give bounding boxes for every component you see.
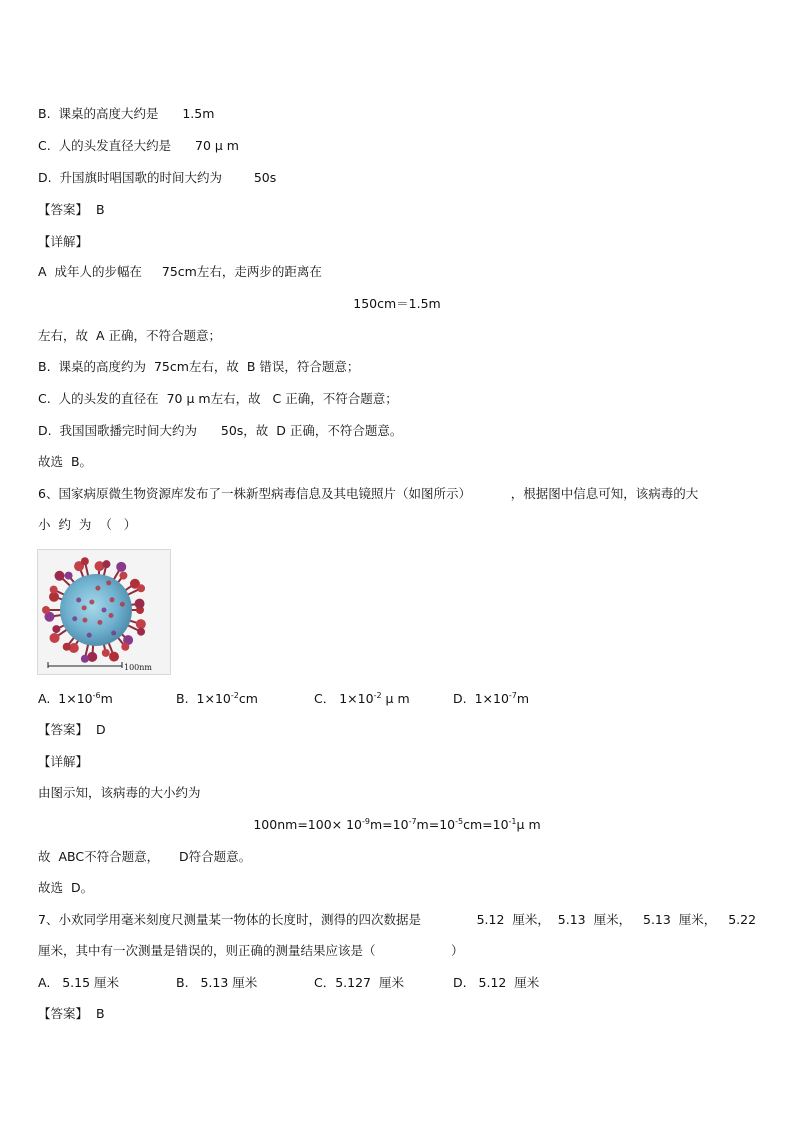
answer-label: 【答案】 xyxy=(38,202,89,217)
q6-option-a: A. $1\times 10^{-6}m$ xyxy=(38,691,113,706)
q6-option-b: B. $1\times 10^{-2}cm$ xyxy=(176,691,258,706)
answer-label: 【答案】 xyxy=(38,722,89,737)
q5-explain-b: B. 课桌的高度约为 75cm左右，故 B 错误，符合题意； xyxy=(38,359,360,374)
virus-spike-head xyxy=(121,643,129,651)
virus-surface-dot xyxy=(102,608,107,613)
virus-spike-head xyxy=(52,625,60,633)
q5-explain-a2: 左右，故 A 正确，不符合题意； xyxy=(38,328,221,343)
q6-explain-result: 故 ABC不符合题意， D符合题意。 xyxy=(38,849,252,864)
q5-explain-d: D. 我国国歌播完时间大约为 50s，故 D 正确，不符合题意。 xyxy=(38,423,403,438)
virus-spike-head xyxy=(136,619,146,629)
virus-surface-dot xyxy=(72,616,77,621)
q5-conclusion: 故选 B。 xyxy=(38,454,93,469)
virus-spike-head xyxy=(63,643,71,651)
q5-explain-label: 【详解】 xyxy=(38,234,89,249)
virus-spike-head xyxy=(42,606,50,614)
virus-spike-head xyxy=(102,649,110,657)
q6-conclusion: 故选 D。 xyxy=(38,880,94,895)
virus-surface-dot xyxy=(76,597,81,602)
q7-stem-line2: 厘米，其中有一次测量是错误的，则正确的测量结果应该是（ ） xyxy=(38,943,464,958)
virus-spike-head xyxy=(87,652,97,662)
virus-surface-dot xyxy=(109,613,114,618)
q6-stem-line2: 小 约 为 （ ） xyxy=(38,517,137,532)
virus-spike-head xyxy=(102,560,110,568)
virus-spike-head xyxy=(50,586,58,594)
virus-surface-dot xyxy=(97,620,102,625)
q7-option-b: B. 5.13 厘米 xyxy=(176,975,258,990)
virus-surface-dot xyxy=(120,602,125,607)
q6-explain-label: 【详解】 xyxy=(38,754,89,769)
virus-spike-head xyxy=(119,572,127,580)
q6-answer xyxy=(38,722,106,738)
virus-surface-dot xyxy=(82,618,87,623)
virus-surface-dot xyxy=(106,580,111,585)
q7-option-d: D. 5.12 厘米 xyxy=(453,975,540,990)
q6-explain-intro: 由图示知，该病毒的大小约为 xyxy=(38,785,201,800)
virus-spike-head xyxy=(81,655,89,663)
scale-bar-label: 100nm xyxy=(124,663,153,672)
q5-explain-c: C. 人的头发的直径在 70 μ m左右，故 C 正确，不符合题意； xyxy=(38,391,398,406)
q6-option-c: C． $1\times 10^{-2}$ μ m xyxy=(314,691,410,706)
virus-spike-head xyxy=(116,562,126,572)
virus-spike-head xyxy=(81,557,89,565)
q7-stem-line1: 7、小欢同学用毫米刻度尺测量某一物体的长度时，测得的四次数据是 5.12 厘米， 5.13 厘米， 5.13 厘米， 5.22 xyxy=(38,912,757,927)
virus-spike-head xyxy=(135,599,145,609)
virus-illustration xyxy=(38,550,170,674)
q6-stem-line1: 6、国家病原微生物资源库发布了一株新型病毒信息及其电镜照片（如图所示） ，根据图中信息可知，该病毒的大 xyxy=(38,486,699,501)
virus-surface-dot xyxy=(87,633,92,638)
virus-spike-head xyxy=(137,628,145,636)
virus-surface-dot xyxy=(110,597,115,602)
q5-explain-a: A 成年人的步幅在 75cm左右，走两步的距离在 xyxy=(38,264,322,279)
virus-spike-head xyxy=(109,652,119,662)
answer-value: B xyxy=(95,202,105,217)
virus-surface-dot xyxy=(111,631,116,636)
virus-image xyxy=(37,549,171,675)
q7-option-a: A. 5.15 厘米 xyxy=(38,975,120,990)
virus-surface-dot xyxy=(89,600,94,605)
answer-label: 【答案】 xyxy=(38,1006,89,1021)
q6-formula: $100nm=100\times 10^{-9}m=10^{-7}m=10^{-5}cm=10^{-1}\mu$ m xyxy=(253,817,541,832)
virus-surface-dot xyxy=(95,586,100,591)
virus-surface-dot xyxy=(82,605,87,610)
q5-answer xyxy=(38,202,105,218)
q5-option-d: D. 升国旗时唱国歌的时间大约为 50s xyxy=(38,170,277,185)
virus-spike-head xyxy=(65,572,73,580)
virus-spike-head xyxy=(137,584,145,592)
q6-option-d: D. $1\times 10^{-7}m$ xyxy=(453,691,530,706)
answer-value: D xyxy=(95,722,106,737)
virus-spike-head xyxy=(50,633,60,643)
q5-option-b: B. 课桌的高度大约是 1.5m xyxy=(38,106,215,121)
q5-formula: 150cm＝1.5m xyxy=(353,296,441,311)
q7-option-c: C．5.127 厘米 xyxy=(314,975,404,990)
q7-answer xyxy=(38,1006,105,1022)
q5-option-c: C. 人的头发直径大约是 70 μ m xyxy=(38,138,239,153)
virus-spike-head xyxy=(55,571,65,581)
answer-value: B xyxy=(95,1006,105,1021)
